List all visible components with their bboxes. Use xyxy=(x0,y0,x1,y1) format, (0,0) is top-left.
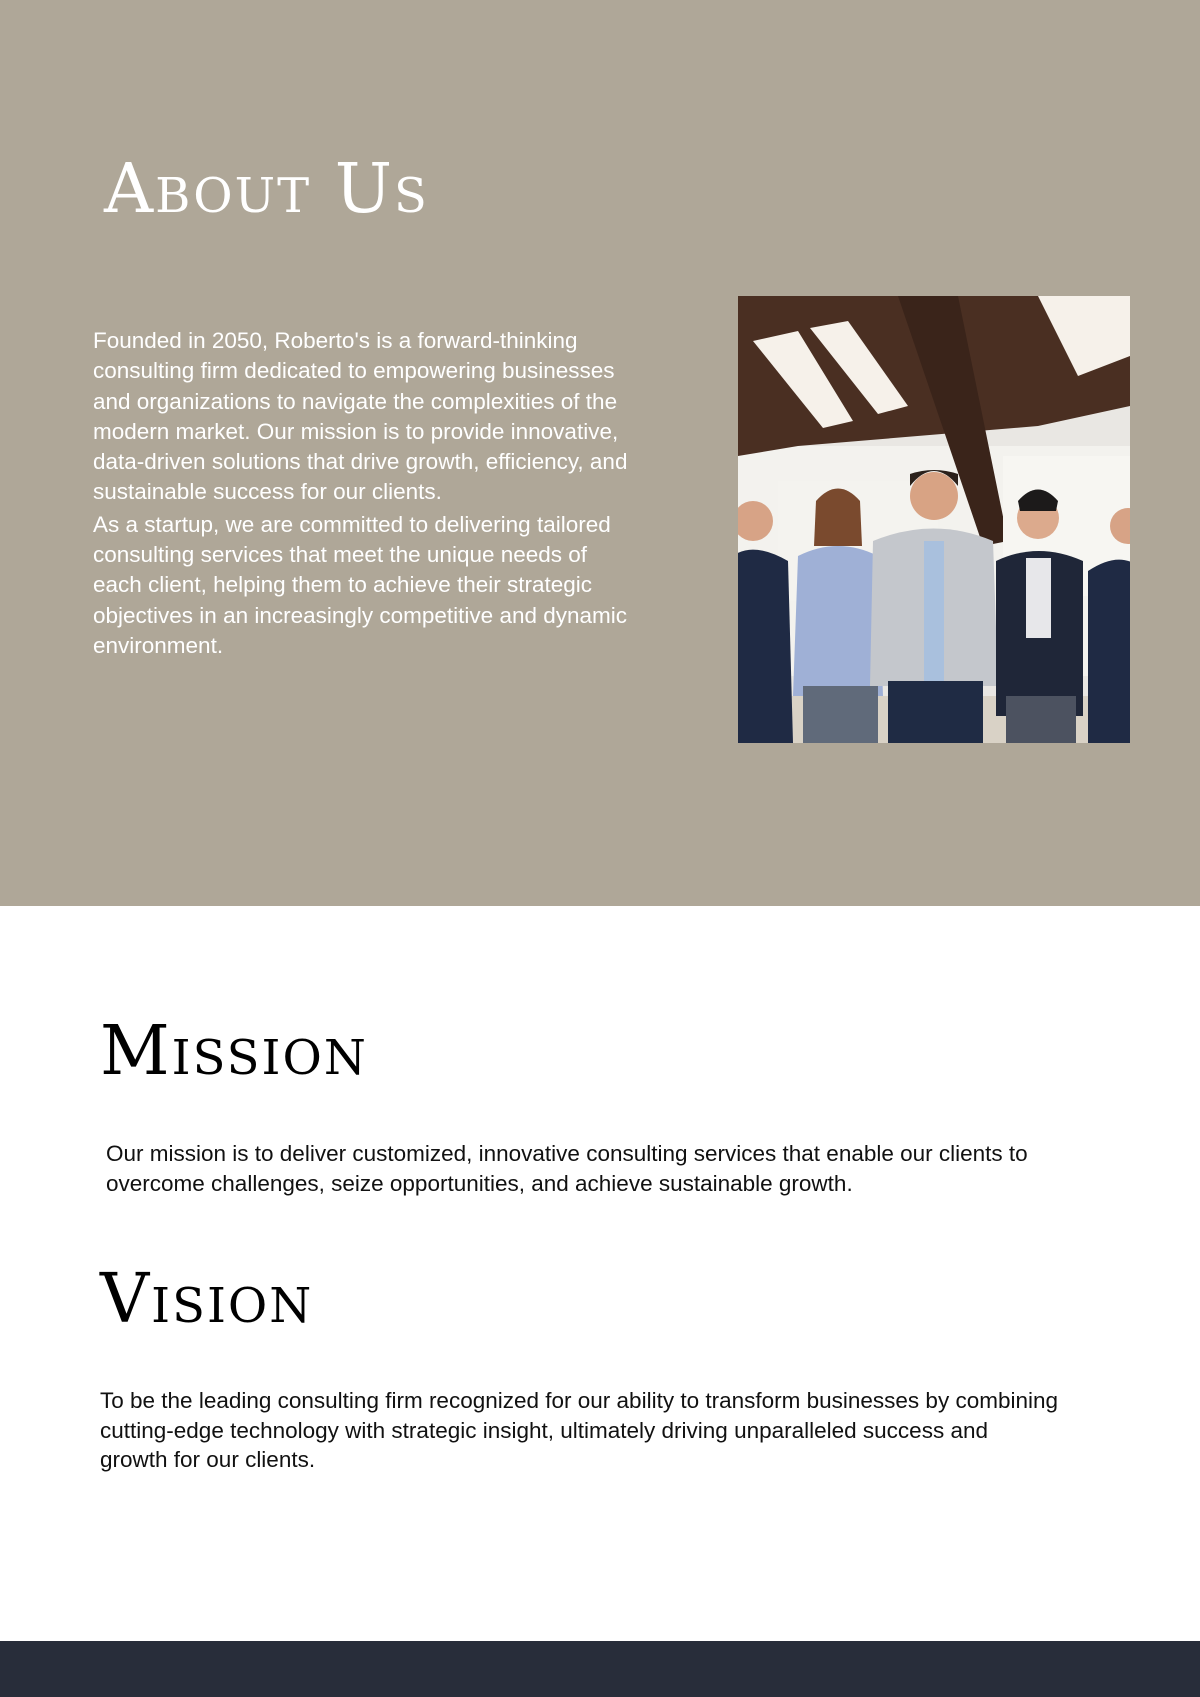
team-photo xyxy=(738,296,1130,743)
vision-text: To be the leading consulting firm recognized for our ability to transform businesses by combining cutting-edge technology with strategic insight, ultimately driving unparalleled success and growth for our clients. xyxy=(100,1388,1058,1472)
about-paragraph-founded: Founded in 2050, Roberto's is a forward-thinking consulting firm dedicated to empowering businesses and organizations to navigate the complexities of the modern market. Our mission is to provide innovative, data-driven solutions that drive growth, efficiency, and sustainable success for our clients. xyxy=(93,328,628,505)
footer-bar xyxy=(0,1641,1200,1697)
mission-title: Mission xyxy=(100,1012,368,1091)
vision-title: Vision xyxy=(100,1260,314,1339)
mission-text: Our mission is to deliver customized, innovative consulting services that enable our clients to overcome challenges, seize opportunities, and achieve sustainable growth. xyxy=(106,1141,1028,1196)
about-paragraph-startup: As a startup, we are committed to delivering tailored consulting services that meet the unique needs of each client, helping them to achieve their strategic objectives in an increasingly competitive and dynamic environment. xyxy=(93,511,628,658)
about-text xyxy=(93,326,638,661)
about-title: About Us xyxy=(104,150,429,229)
